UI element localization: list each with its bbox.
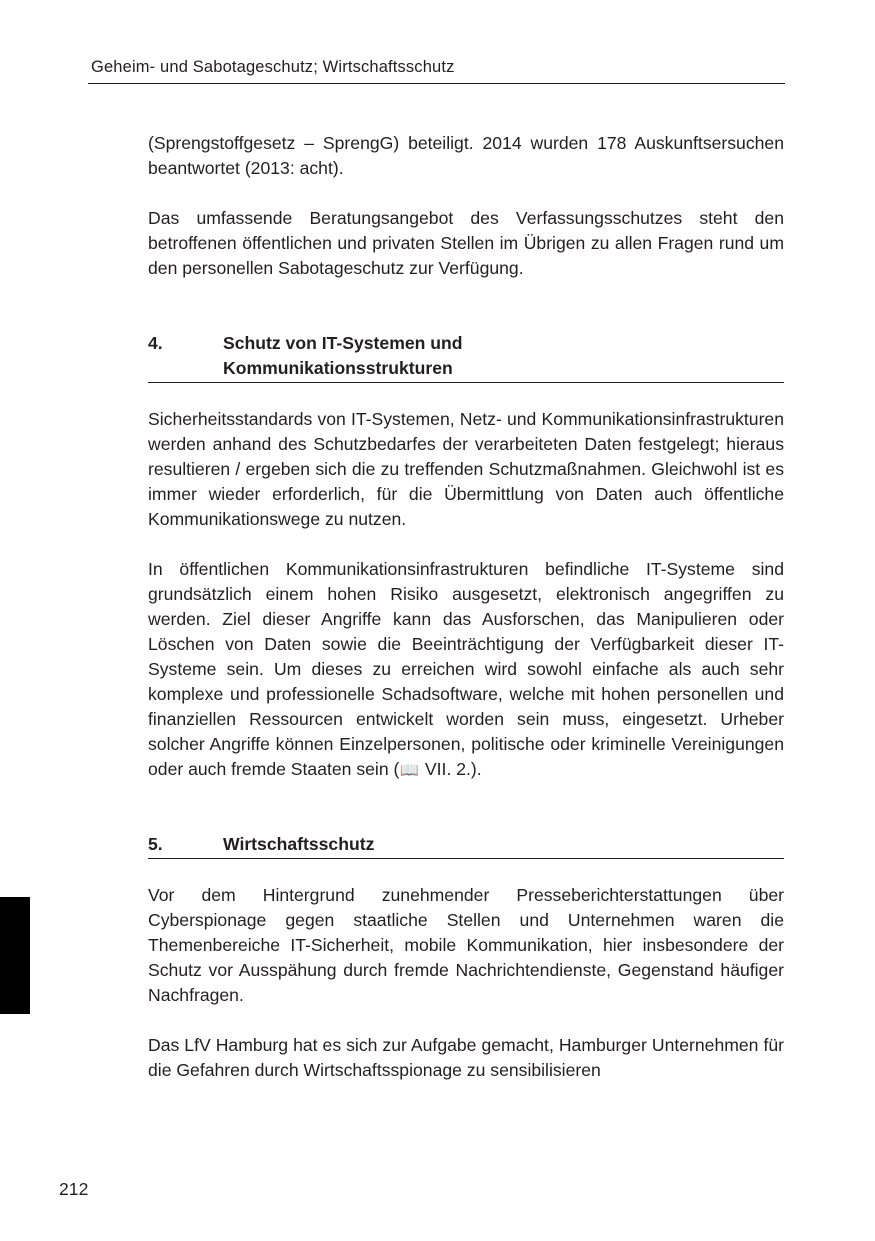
paragraph-spacer bbox=[148, 1008, 784, 1033]
paragraph-spacer bbox=[148, 181, 784, 206]
section-5-heading bbox=[148, 832, 784, 859]
section-4-paragraph-2 bbox=[148, 557, 784, 782]
section-5-title bbox=[223, 832, 784, 857]
section-5-number: 5. bbox=[148, 834, 163, 854]
section-4-heading bbox=[148, 331, 784, 383]
section-4-title-line-1: Schutz von IT-Systemen und bbox=[223, 333, 463, 353]
page-content bbox=[148, 131, 784, 1083]
book-icon: 📖 bbox=[400, 762, 420, 779]
chapter-thumb-tab bbox=[0, 897, 30, 1014]
section-spacer bbox=[148, 281, 784, 331]
running-header: Geheim- und Sabotageschutz; Wirtschaftsschutz bbox=[91, 58, 455, 76]
section-5-title-line-1: Wirtschaftsschutz bbox=[223, 834, 375, 854]
page-number: 212 bbox=[59, 1179, 89, 1199]
intro-paragraph-2: Das umfassende Beratungsangebot des Verfassungsschutzes steht den betroffenen öffentlichen und privaten Stellen im Übrigen zu allen Fragen rund um den personellen Sabotageschutz zur Verfügung. bbox=[148, 208, 784, 278]
section-4-title-line-2: Kommunikationsstrukturen bbox=[223, 358, 453, 378]
section-4-cross-reference: VII. 2.). bbox=[420, 759, 482, 779]
section-4-number: 4. bbox=[148, 333, 163, 353]
section-spacer bbox=[148, 782, 784, 832]
section-5-paragraph-2: Das LfV Hamburg hat es sich zur Aufgabe gemacht, Hamburger Unternehmen für die Gefahren durch Wirtschaftsspionage zu sensibilisieren bbox=[148, 1035, 784, 1080]
header-divider bbox=[88, 83, 785, 84]
intro-paragraph-1: (Sprengstoffgesetz – SprengG) beteiligt. 2014 wurden 178 Auskunftsersuchen beantwortet (2013: acht). bbox=[148, 133, 784, 178]
section-4-paragraph-1: Sicherheitsstandards von IT-Systemen, Netz- und Kommunikationsinfrastrukturen werden anhand des Schutzbedarfes der verarbeiteten Daten festgelegt; hieraus resultieren / ergeben sich die zu treffenden Schutzmaßnahmen. Gleichwohl ist es immer wieder erforderlich, für die Übermittlung von Daten auch öffentliche Kommunikationswege zu nutzen. bbox=[148, 409, 784, 529]
section-4-title bbox=[223, 331, 784, 381]
paragraph-spacer bbox=[148, 532, 784, 557]
section-4-paragraph-2-text: In öffentlichen Kommunikationsinfrastrukturen befindliche IT-Systeme sind grundsätzlich einem hohen Risiko ausgesetzt, elektronisch angegriffen zu werden. Ziel dieser Angriffe kann das Ausforschen, das Manipulieren oder Löschen von Daten sowie die Beeinträchtigung der Verfügbarkeit dieser IT-Systeme sein. Um dieses zu erreichen wird sowohl einfache als auch sehr komplexe und professionelle Schadsoftware, welche mit hohen personellen und finanziellen Ressourcen entwickelt worden sein muss, eingesetzt. Urheber solcher Angriffe können Einzelpersonen, politische oder kriminelle Vereinigungen oder auch fremde Staaten sein ( bbox=[148, 559, 784, 779]
section-5-paragraph-1: Vor dem Hintergrund zunehmender Presseberichterstattungen über Cyberspionage gegen staatliche Stellen und Unternehmen waren die Themenbereiche IT-Sicherheit, mobile Kommunikation, hier insbesondere der Schutz vor Ausspähung durch fremde Nachrichtendienste, Gegenstand häufiger Nachfragen. bbox=[148, 885, 784, 1005]
